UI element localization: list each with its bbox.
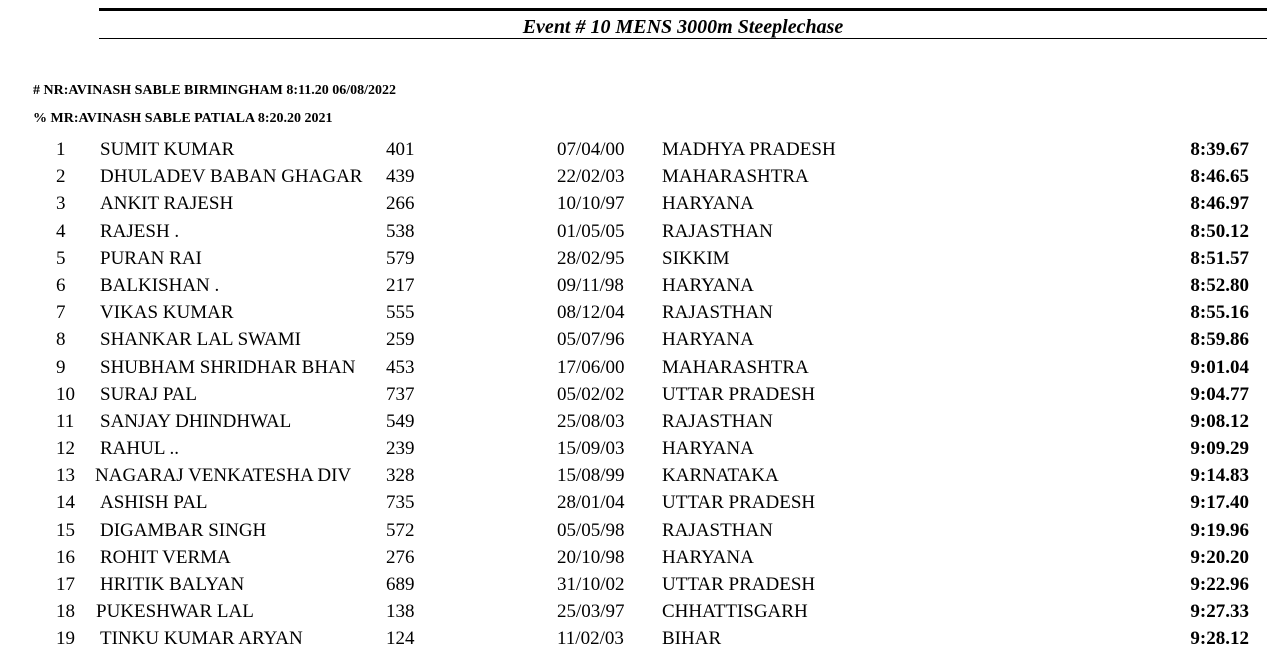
date-of-birth: 31/10/02 — [557, 574, 625, 595]
bib-number: 549 — [386, 410, 415, 432]
table-row — [0, 245, 1267, 272]
bib-number: 276 — [386, 546, 415, 568]
date-of-birth: 10/10/97 — [557, 193, 625, 215]
state-team: HARYANA — [662, 274, 754, 296]
date-of-birth: 09/11/98 — [557, 274, 624, 296]
result-position: 14 — [56, 492, 75, 514]
athlete-name: PURAN RAI — [100, 247, 202, 269]
bib-number: 266 — [386, 193, 415, 215]
state-team: KARNATAKA — [662, 465, 779, 487]
state-team: RAJASTHAN — [662, 519, 773, 541]
finish-time: 9:20.20 — [1190, 546, 1249, 568]
finish-time: 8:39.67 — [1190, 139, 1249, 160]
result-position: 6 — [56, 274, 66, 296]
date-of-birth: 05/02/02 — [557, 383, 625, 405]
table-row — [0, 272, 1267, 299]
result-position: 16 — [56, 546, 75, 568]
date-of-birth: 11/02/03 — [557, 628, 624, 650]
finish-time: 8:46.97 — [1190, 193, 1249, 215]
finish-time: 8:52.80 — [1190, 274, 1249, 296]
athlete-name: ROHIT VERMA — [100, 546, 231, 568]
bib-number: 572 — [386, 519, 415, 541]
bib-number: 538 — [386, 220, 415, 242]
athlete-name: HRITIK BALYAN — [100, 574, 245, 595]
finish-time: 9:09.29 — [1190, 438, 1249, 460]
state-team: RAJASTHAN — [662, 410, 773, 432]
result-position: 11 — [56, 410, 75, 432]
finish-time: 8:55.16 — [1190, 302, 1249, 324]
result-position: 19 — [56, 628, 75, 650]
bib-number: 217 — [386, 274, 415, 296]
finish-time: 9:19.96 — [1190, 519, 1249, 541]
result-position: 10 — [56, 383, 75, 405]
bib-number: 124 — [386, 628, 415, 650]
result-position: 8 — [56, 329, 66, 351]
finish-time: 9:27.33 — [1190, 601, 1249, 623]
result-position: 1 — [56, 139, 66, 160]
state-team: MAHARASHTRA — [662, 356, 809, 378]
athlete-name: VIKAS KUMAR — [100, 302, 234, 324]
result-position: 9 — [56, 356, 66, 378]
state-team: CHHATTISGARH — [662, 601, 808, 623]
results-table — [0, 136, 1267, 653]
table-row — [0, 544, 1267, 571]
athlete-name: ANKIT RAJESH — [100, 193, 234, 215]
state-team: HARYANA — [662, 438, 754, 460]
date-of-birth: 07/04/00 — [557, 139, 625, 160]
finish-time: 8:46.65 — [1190, 166, 1249, 188]
state-team: SIKKIM — [662, 247, 730, 269]
finish-time: 9:22.96 — [1190, 574, 1249, 595]
table-row — [0, 625, 1267, 652]
result-position: 12 — [56, 438, 75, 460]
date-of-birth: 20/10/98 — [557, 546, 625, 568]
date-of-birth: 28/02/95 — [557, 247, 625, 269]
bib-number: 439 — [386, 166, 415, 188]
bib-number: 555 — [386, 302, 415, 324]
date-of-birth: 25/03/97 — [557, 601, 625, 623]
state-team: MADHYA PRADESH — [662, 139, 836, 160]
header-top-rule — [99, 8, 1267, 11]
result-position: 2 — [56, 166, 66, 188]
date-of-birth: 22/02/03 — [557, 166, 625, 188]
finish-time: 9:08.12 — [1190, 410, 1249, 432]
bib-number: 579 — [386, 247, 415, 269]
state-team: UTTAR PRADESH — [662, 383, 816, 405]
date-of-birth: 01/05/05 — [557, 220, 625, 242]
national-record-line: # NR:AVINASH SABLE BIRMINGHAM 8:11.20 06/08/2022 — [33, 83, 396, 98]
athlete-name: SHANKAR LAL SWAMI — [100, 329, 301, 351]
table-row — [0, 354, 1267, 381]
result-position: 7 — [56, 302, 66, 324]
athlete-name: DHULADEV BABAN GHAGAR — [100, 166, 363, 188]
result-position: 4 — [56, 220, 66, 242]
result-position: 17 — [56, 574, 75, 595]
state-team: MAHARASHTRA — [662, 166, 809, 188]
bib-number: 735 — [386, 492, 415, 514]
result-position: 15 — [56, 519, 75, 541]
date-of-birth: 17/06/00 — [557, 356, 625, 378]
result-position: 18 — [56, 601, 75, 623]
table-row — [0, 435, 1267, 462]
athlete-name: PUKESHWAR LAL — [96, 601, 254, 623]
table-row — [0, 163, 1267, 190]
table-row — [0, 299, 1267, 326]
bib-number: 328 — [386, 465, 415, 487]
bib-number: 259 — [386, 329, 415, 351]
athlete-name: SUMIT KUMAR — [100, 139, 235, 160]
state-team: RAJASTHAN — [662, 302, 773, 324]
athlete-name: SURAJ PAL — [100, 383, 197, 405]
athlete-name: RAHUL .. — [100, 438, 179, 460]
table-row — [0, 136, 1267, 163]
table-row — [0, 462, 1267, 489]
table-row — [0, 517, 1267, 544]
bib-number: 138 — [386, 601, 415, 623]
header-bottom-rule — [99, 38, 1267, 39]
finish-time: 9:17.40 — [1190, 492, 1249, 514]
bib-number: 689 — [386, 574, 415, 595]
date-of-birth: 28/01/04 — [557, 492, 625, 514]
result-position: 5 — [56, 247, 66, 269]
state-team: UTTAR PRADESH — [662, 574, 816, 595]
finish-time: 8:51.57 — [1190, 247, 1249, 269]
date-of-birth: 15/09/03 — [557, 438, 625, 460]
athlete-name: BALKISHAN . — [100, 274, 220, 296]
meet-record-line: % MR:AVINASH SABLE PATIALA 8:20.20 2021 — [33, 111, 333, 126]
date-of-birth: 25/08/03 — [557, 410, 625, 432]
bib-number: 737 — [386, 383, 415, 405]
state-team: UTTAR PRADESH — [662, 492, 816, 514]
table-row — [0, 489, 1267, 516]
table-row — [0, 598, 1267, 625]
table-row — [0, 190, 1267, 217]
event-title: Event # 10 MENS 3000m Steeplechase — [522, 16, 844, 38]
athlete-name: SANJAY DHINDHWAL — [100, 410, 292, 432]
finish-time: 9:01.04 — [1190, 356, 1249, 378]
athlete-name: ASHISH PAL — [100, 492, 208, 514]
date-of-birth: 15/08/99 — [557, 465, 625, 487]
finish-time: 9:28.12 — [1190, 628, 1249, 650]
athlete-name: TINKU KUMAR ARYAN — [100, 628, 303, 650]
finish-time: 9:14.83 — [1190, 465, 1249, 487]
finish-time: 9:04.77 — [1190, 383, 1249, 405]
bib-number: 453 — [386, 356, 415, 378]
date-of-birth: 05/07/96 — [557, 329, 625, 351]
finish-time: 8:59.86 — [1190, 329, 1249, 351]
state-team: HARYANA — [662, 546, 754, 568]
result-position: 13 — [56, 465, 75, 487]
result-position: 3 — [56, 193, 66, 215]
table-row — [0, 408, 1267, 435]
state-team: BIHAR — [662, 628, 722, 650]
state-team: RAJASTHAN — [662, 220, 773, 242]
table-row — [0, 218, 1267, 245]
date-of-birth: 08/12/04 — [557, 302, 625, 324]
bib-number: 401 — [386, 139, 415, 160]
state-team: HARYANA — [662, 329, 754, 351]
state-team: HARYANA — [662, 193, 754, 215]
table-row — [0, 571, 1267, 598]
athlete-name: SHUBHAM SHRIDHAR BHAN — [100, 356, 356, 378]
athlete-name: DIGAMBAR SINGH — [100, 519, 267, 541]
table-row — [0, 381, 1267, 408]
table-row — [0, 326, 1267, 353]
date-of-birth: 05/05/98 — [557, 519, 625, 541]
bib-number: 239 — [386, 438, 415, 460]
finish-time: 8:50.12 — [1190, 220, 1249, 242]
athlete-name: NAGARAJ VENKATESHA DIV — [95, 465, 352, 487]
athlete-name: RAJESH . — [100, 220, 180, 242]
